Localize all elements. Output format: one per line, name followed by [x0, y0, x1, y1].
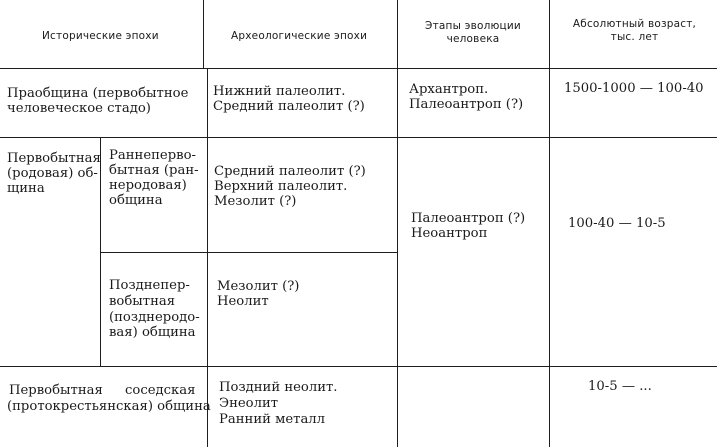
- row3-age: 10-5 — ...: [588, 379, 652, 394]
- row1-evo-line1: Архантроп.: [409, 82, 489, 97]
- col-divider-3: [549, 0, 550, 447]
- row2-arch2-line1: Мезолит (?): [217, 279, 300, 294]
- row1-evo-line2: Палеоантроп (?): [409, 97, 524, 112]
- header-evolution-stages-2: человека: [446, 33, 500, 45]
- row1-arch-line1: Нижний палеолит.: [213, 84, 346, 99]
- row3-arch-line2: Энеолит: [219, 396, 279, 411]
- row2-arch1-line2: Верхний палеолит.: [214, 179, 348, 194]
- row2-sub2-line4: вая) община: [109, 325, 196, 340]
- row3-arch-line1: Поздний неолит.: [219, 380, 338, 395]
- row2-epoch-line2: (родовая) об-: [7, 166, 98, 181]
- row2-arch1-line3: Мезолит (?): [214, 194, 297, 209]
- row2-sub2-line2: вобытная: [109, 294, 176, 309]
- header-absolute-age-1: Абсолютный возраст,: [572, 18, 697, 30]
- row2-sub1-line3: неродовая): [109, 178, 187, 193]
- row2-sub1-line1: Раннеперво-: [109, 148, 196, 163]
- row2-sub2-line3: (позднеродо-: [109, 310, 200, 325]
- row2-arch1-line1: Средний палеолит (?): [214, 164, 366, 179]
- header-evolution-stages-1: Этапы эволюции: [425, 20, 521, 32]
- row2-evo-line2: Неоантроп: [411, 226, 488, 241]
- row2-sub1-line4: община: [109, 193, 163, 208]
- row1-epoch-line1: Праобщина (первобытное: [7, 86, 189, 101]
- col-divider-sub: [100, 138, 101, 366]
- row2-epoch-line1: Первобытная: [7, 151, 101, 166]
- row1-rule: [0, 137, 717, 138]
- row1-arch-line2: Средний палеолит (?): [213, 99, 365, 114]
- row3-arch-line3: Ранний металл: [219, 412, 326, 427]
- row2-rule: [0, 366, 717, 367]
- subrow-rule: [100, 252, 398, 253]
- row2-evo-line1: Палеоантроп (?): [411, 211, 526, 226]
- row1-epoch-line2: человеческое стадо): [7, 101, 151, 116]
- row3-epoch-line2: (протокрестьянская) община: [7, 399, 211, 414]
- row1-age: 1500-1000 — 100-40: [564, 81, 704, 96]
- header-archaeological-epochs: Археологические эпохи: [231, 30, 368, 42]
- col-divider-2: [397, 0, 398, 447]
- header-rule: [0, 68, 717, 69]
- row2-sub1-line2: бытная (ран-: [109, 163, 199, 178]
- header-historical-epochs: Исторические эпохи: [42, 30, 159, 42]
- row2-sub2-line1: Позднепер-: [109, 278, 190, 293]
- row3-epoch-line1: Первобытная соседская: [9, 383, 196, 398]
- header-absolute-age-2: тыс. лет: [610, 31, 659, 43]
- row2-epoch-line3: щина: [7, 181, 45, 196]
- col-divider-1: [203, 0, 204, 68]
- col-divider-1-body: [207, 68, 208, 447]
- row2-age: 100-40 — 10-5: [568, 216, 666, 231]
- row2-arch2-line2: Неолит: [217, 294, 269, 309]
